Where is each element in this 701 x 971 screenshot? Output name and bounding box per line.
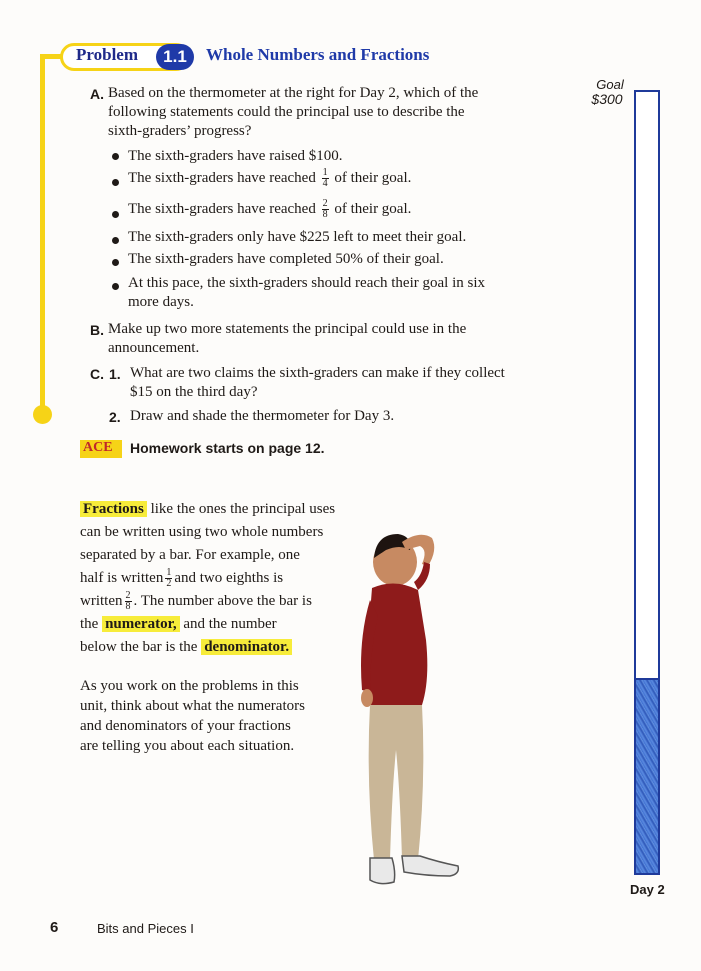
part-a-question	[108, 84, 548, 141]
fractions-paragraph	[80, 498, 360, 659]
statement-3-text: The sixth-graders have reached	[128, 200, 316, 217]
statement-6-line: At this pace, the sixth-graders should reach their goal in six	[128, 275, 485, 291]
part-b-line: Make up two more statements the principal could use in the	[108, 321, 467, 337]
work-text: unit, think about what the numerators	[80, 698, 305, 714]
fraction-two-eighths: $\frac{2}{8}$	[125, 590, 131, 613]
ace-badge-label: ACE	[83, 440, 113, 455]
day-label: Day 2	[630, 882, 665, 897]
part-a-line: Based on the thermometer at the right for Day 2, which of the	[108, 85, 479, 101]
part-c-q2-number: 2.	[109, 409, 121, 425]
homework-note: Homework starts on page 12.	[130, 440, 325, 456]
statement-6-line: more days.	[128, 294, 194, 310]
fractions-text: written	[80, 593, 123, 609]
statement-3-end: of their goal.	[334, 200, 412, 217]
work-paragraph	[80, 676, 305, 756]
fractions-text: half is written	[80, 570, 164, 586]
part-c-q1-number: 1.	[109, 366, 121, 382]
statement-5: The sixth-graders have completed 50% of their goal.	[128, 251, 444, 267]
term-fractions: Fractions	[80, 501, 147, 517]
bullet-icon	[112, 211, 119, 218]
bullet-icon	[112, 237, 119, 244]
fractions-text: below the bar is the	[80, 639, 198, 655]
fractions-text: separated by a bar. For example, one	[80, 547, 300, 563]
term-denominator: denominator.	[201, 639, 292, 655]
part-c-letter: C.	[90, 366, 104, 382]
statement-1: The sixth-graders have raised $100.	[128, 148, 343, 164]
bullet-icon	[112, 153, 119, 160]
part-c-q2: Draw and shade the thermometer for Day 3.	[130, 408, 395, 424]
goal-label: Goal	[596, 77, 624, 92]
fundraising-thermometer	[634, 90, 660, 875]
part-b-line: announcement.	[108, 340, 200, 356]
fractions-text: and two eighths is	[174, 570, 284, 586]
statement-6	[128, 274, 485, 312]
part-a-line: following statements could the principal use to describe the	[108, 104, 465, 120]
fraction-two-eighths: $\frac{2}{8}$	[322, 198, 328, 220]
thermometer-fill	[636, 678, 658, 873]
part-c-q1-line: $15 on the third day?	[130, 384, 258, 400]
statement-4: The sixth-graders only have $225 left to meet their goal.	[128, 229, 467, 245]
problem-title: Whole Numbers and Fractions	[206, 45, 430, 64]
fractions-text: the	[80, 616, 99, 632]
statement-2-end: of their goal.	[334, 169, 412, 186]
bullet-icon	[112, 259, 119, 266]
fractions-text: and the number	[183, 616, 277, 632]
fractions-text: . The number above the bar is	[133, 593, 312, 609]
problem-side-rule	[40, 54, 45, 416]
fraction-one-fourth: $\frac{1}{4}$	[322, 167, 328, 189]
part-b-question	[108, 320, 466, 358]
part-a-line: sixth-graders’ progress?	[108, 123, 252, 139]
problem-rule-end-dot	[33, 405, 52, 424]
part-a-letter: A.	[90, 86, 104, 102]
statement-3	[128, 199, 411, 220]
problem-label: Problem	[76, 45, 139, 64]
work-text: are telling you about each situation.	[80, 738, 295, 754]
part-b-letter: B.	[90, 322, 104, 338]
goal-amount: $300	[591, 91, 623, 107]
bullet-icon	[112, 283, 119, 290]
book-title: Bits and Pieces I	[97, 921, 194, 936]
work-text: As you work on the problems in this	[80, 678, 299, 694]
work-text: and denominators of your fractions	[80, 718, 291, 734]
boy-looking-up-illustration	[340, 520, 480, 900]
fractions-text: can be written using two whole numbers	[80, 524, 324, 540]
bullet-icon	[112, 179, 119, 186]
fraction-one-half: $\frac{1}{2}$	[166, 567, 172, 590]
problem-number: 1.1	[156, 44, 194, 70]
term-numerator: numerator,	[102, 616, 180, 632]
page-number: 6	[50, 919, 59, 936]
part-c-q1-line: What are two claims the sixth-graders can make if they collect	[130, 365, 505, 381]
part-c-q1	[130, 364, 505, 402]
fractions-text: like the ones the principal uses	[150, 501, 336, 517]
statement-2-text: The sixth-graders have reached	[128, 169, 316, 186]
statement-2	[128, 168, 411, 189]
